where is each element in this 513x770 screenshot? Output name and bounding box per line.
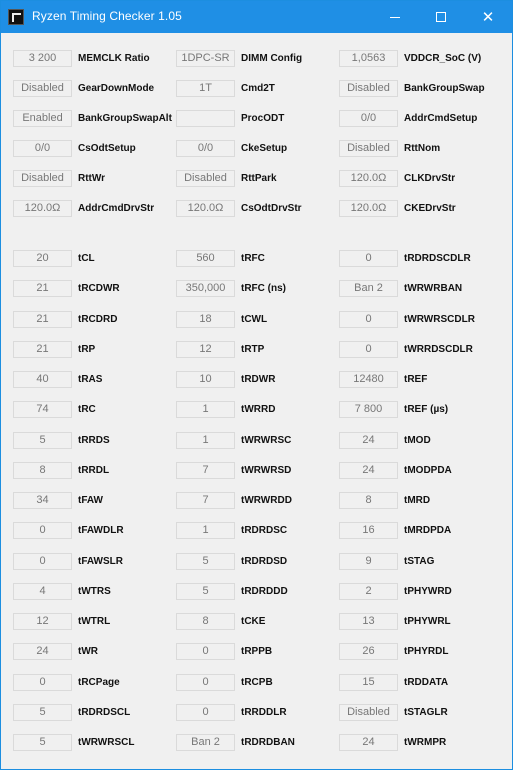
trfc-ns-value: 350,000: [176, 280, 235, 297]
trrdl-label: tRRDL: [78, 464, 110, 476]
ckedrvstr-value: 120.0Ω: [339, 200, 398, 217]
tphyrdl-label: tPHYRDL: [404, 646, 449, 658]
trdrdsc-label: tRDRDSC: [241, 525, 288, 537]
trfc-label: tRFC: [241, 253, 265, 264]
trcpage-value: 0: [13, 674, 72, 691]
tmrd-value: 8: [339, 492, 398, 509]
tmrdpda-value: 16: [339, 522, 398, 539]
memclk-ratio-value: 3 200: [13, 50, 72, 67]
vddcr-soc-v-label: VDDCR_SoC (V): [404, 53, 482, 64]
tphyrdl-value: 26: [339, 643, 398, 660]
trdrdscl-value: 5: [13, 704, 72, 721]
csodtdrvstr-label: CsOdtDrvStr: [241, 203, 302, 214]
trfc-ns-label: tRFC (ns): [241, 283, 286, 295]
trp-value: 21: [13, 341, 72, 358]
addrcmddrvstr-label: AddrCmdDrvStr: [78, 203, 155, 214]
twrwrdd-value: 7: [176, 492, 235, 509]
tcwl-label: tCWL: [241, 313, 268, 325]
tfawslr-value: 0: [13, 553, 72, 570]
bankgroupswapalt-value: Enabled: [13, 110, 72, 127]
tfawdlr-label: tFAWDLR: [78, 525, 124, 537]
tmrd-label: tMRD: [404, 495, 431, 506]
twrwrban-value: Ban 2: [339, 280, 398, 297]
csodtsetup-label: CsOdtSetup: [78, 143, 136, 154]
trtp-value: 12: [176, 341, 235, 358]
rttnom-label: RttNom: [404, 143, 441, 154]
tcl-value: 20: [13, 250, 72, 267]
twtrs-value: 4: [13, 583, 72, 600]
minimize-icon: [390, 17, 400, 18]
twrwrdd-label: tWRWRDD: [241, 495, 292, 506]
trdrdban-label: tRDRDBAN: [241, 737, 295, 748]
close-button[interactable]: [465, 1, 511, 33]
tcke-value: 8: [176, 613, 235, 630]
twrwrban-label: tWRWRBAN: [404, 283, 463, 295]
trrddlr-value: 0: [176, 704, 235, 721]
title-bar[interactable]: [1, 1, 512, 33]
tphywrl-label: tPHYWRL: [404, 616, 451, 627]
trdrddd-label: tRDRDDD: [241, 585, 288, 597]
twrrdscdlr-label: tWRRDSCDLR: [404, 343, 473, 355]
twrrdscdlr-value: 0: [339, 341, 398, 358]
trrds-label: tRRDS: [78, 434, 110, 446]
csodtdrvstr-value: 120.0Ω: [176, 200, 235, 217]
trdwr-value: 10: [176, 371, 235, 388]
clkdrvstr-label: CLKDrvStr: [404, 173, 456, 184]
tref-value: 12480: [339, 371, 398, 388]
tstaglr-label: tSTAGLR: [404, 706, 448, 718]
csodtsetup-value: 0/0: [13, 140, 72, 157]
tstag-label: tSTAG: [404, 555, 435, 567]
twtrl-label: tWTRL: [78, 616, 111, 627]
twrmpr-label: tWRMPR: [404, 737, 447, 748]
tmodpda-value: 24: [339, 462, 398, 479]
tmod-value: 24: [339, 432, 398, 449]
procodt-value: [176, 110, 235, 127]
timings-panel: [1, 33, 512, 769]
tphywrd-value: 2: [339, 583, 398, 600]
twrrd-value: 1: [176, 401, 235, 418]
tfaw-label: tFAW: [78, 495, 103, 506]
addrcmdsetup-label: AddrCmdSetup: [404, 113, 478, 124]
trcpage-label: tRCPage: [78, 676, 120, 688]
maximize-icon: [436, 12, 446, 22]
close-icon: ✕: [481, 7, 495, 26]
memclk-ratio-label: MEMCLK Ratio: [78, 53, 150, 64]
rttwr-label: RttWr: [78, 173, 106, 184]
trrddlr-label: tRRDDLR: [241, 706, 287, 718]
vddcr-soc-v-value: 1,0563: [339, 50, 398, 67]
tphywrl-value: 13: [339, 613, 398, 630]
rttnom-value: Disabled: [339, 140, 398, 157]
tcwl-value: 18: [176, 311, 235, 328]
tmodpda-label: tMODPDA: [404, 464, 452, 476]
trtp-label: tRTP: [241, 343, 265, 355]
twrwrscdlr-label: tWRWRSCDLR: [404, 313, 475, 325]
twrwrsd-label: tWRWRSD: [241, 464, 292, 476]
trdrdsd-value: 5: [176, 553, 235, 570]
geardownmode-value: Disabled: [13, 80, 72, 97]
trppb-value: 0: [176, 643, 235, 660]
twrwrscl-label: tWRWRSCL: [78, 737, 135, 748]
maximize-button[interactable]: [418, 1, 464, 33]
bankgroupswap-label: BankGroupSwap: [404, 83, 485, 94]
geardownmode-label: GearDownMode: [78, 83, 155, 94]
trppb-label: tRPPB: [241, 646, 273, 658]
trddata-label: tRDDATA: [404, 676, 449, 688]
tmod-label: tMOD: [404, 434, 431, 446]
tcl-label: tCL: [78, 253, 95, 264]
tphywrd-label: tPHYWRD: [404, 585, 452, 597]
twrmpr-value: 24: [339, 734, 398, 751]
trcpb-label: tRCPB: [241, 676, 273, 688]
twrwrsc-label: tWRWRSC: [241, 434, 292, 446]
tcke-label: tCKE: [241, 616, 266, 627]
twtrs-label: tWTRS: [78, 585, 111, 597]
trdrdscl-label: tRDRDSCL: [78, 706, 131, 718]
tref-label: tREF: [404, 374, 428, 385]
tfawslr-label: tFAWSLR: [78, 555, 123, 567]
twrwrsd-value: 7: [176, 462, 235, 479]
trdrdsd-label: tRDRDSD: [241, 555, 288, 567]
rttpark-label: RttPark: [241, 173, 277, 184]
minimize-button[interactable]: [372, 1, 418, 33]
trdrdscdlr-label: tRDRDSCDLR: [404, 253, 471, 264]
trcdwr-label: tRCDWR: [78, 283, 120, 295]
trc-value: 74: [13, 401, 72, 418]
bankgroupswapalt-label: BankGroupSwapAlt: [78, 113, 172, 124]
window-title: Ryzen Timing Checker 1.05: [32, 9, 182, 23]
trfc-value: 560: [176, 250, 235, 267]
trdrddd-value: 5: [176, 583, 235, 600]
ckesetup-label: CkeSetup: [241, 143, 288, 154]
tfawdlr-value: 0: [13, 522, 72, 539]
tmrdpda-label: tMRDPDA: [404, 525, 452, 537]
addrcmddrvstr-value: 120.0Ω: [13, 200, 72, 217]
trdwr-label: tRDWR: [241, 374, 276, 385]
cmd2t-label: Cmd2T: [241, 83, 275, 94]
tstag-value: 9: [339, 553, 398, 570]
trdrdscdlr-value: 0: [339, 250, 398, 267]
trcdwr-value: 21: [13, 280, 72, 297]
rttpark-value: Disabled: [176, 170, 235, 187]
trcpb-value: 0: [176, 674, 235, 691]
dimm-config-label: DIMM Config: [241, 53, 303, 64]
twrwrscl-value: 5: [13, 734, 72, 751]
addrcmdsetup-value: 0/0: [339, 110, 398, 127]
trc-label: tRC: [78, 404, 96, 416]
bankgroupswap-value: Disabled: [339, 80, 398, 97]
tras-label: tRAS: [78, 374, 103, 385]
ckesetup-value: 0/0: [176, 140, 235, 157]
app-icon: [8, 9, 24, 25]
trdrdsc-value: 1: [176, 522, 235, 539]
tref-s-value: 7 800: [339, 401, 398, 418]
tref-s-label: tREF (µs): [404, 404, 449, 416]
procodt-label: ProcODT: [241, 113, 285, 124]
twrrd-label: tWRRD: [241, 404, 276, 416]
trcdrd-label: tRCDRD: [78, 313, 118, 325]
clkdrvstr-value: 120.0Ω: [339, 170, 398, 187]
twtrl-value: 12: [13, 613, 72, 630]
trdrdban-value: Ban 2: [176, 734, 235, 751]
dimm-config-value: 1DPC-SR: [176, 50, 235, 67]
trp-label: tRP: [78, 343, 96, 355]
tfaw-value: 34: [13, 492, 72, 509]
rttwr-value: Disabled: [13, 170, 72, 187]
cmd2t-value: 1T: [176, 80, 235, 97]
trcdrd-value: 21: [13, 311, 72, 328]
trrds-value: 5: [13, 432, 72, 449]
trrdl-value: 8: [13, 462, 72, 479]
trddata-value: 15: [339, 674, 398, 691]
twrwrsc-value: 1: [176, 432, 235, 449]
twr-value: 24: [13, 643, 72, 660]
tstaglr-value: Disabled: [339, 704, 398, 721]
tras-value: 40: [13, 371, 72, 388]
twrwrscdlr-value: 0: [339, 311, 398, 328]
twr-label: tWR: [78, 646, 98, 658]
ckedrvstr-label: CKEDrvStr: [404, 203, 456, 214]
